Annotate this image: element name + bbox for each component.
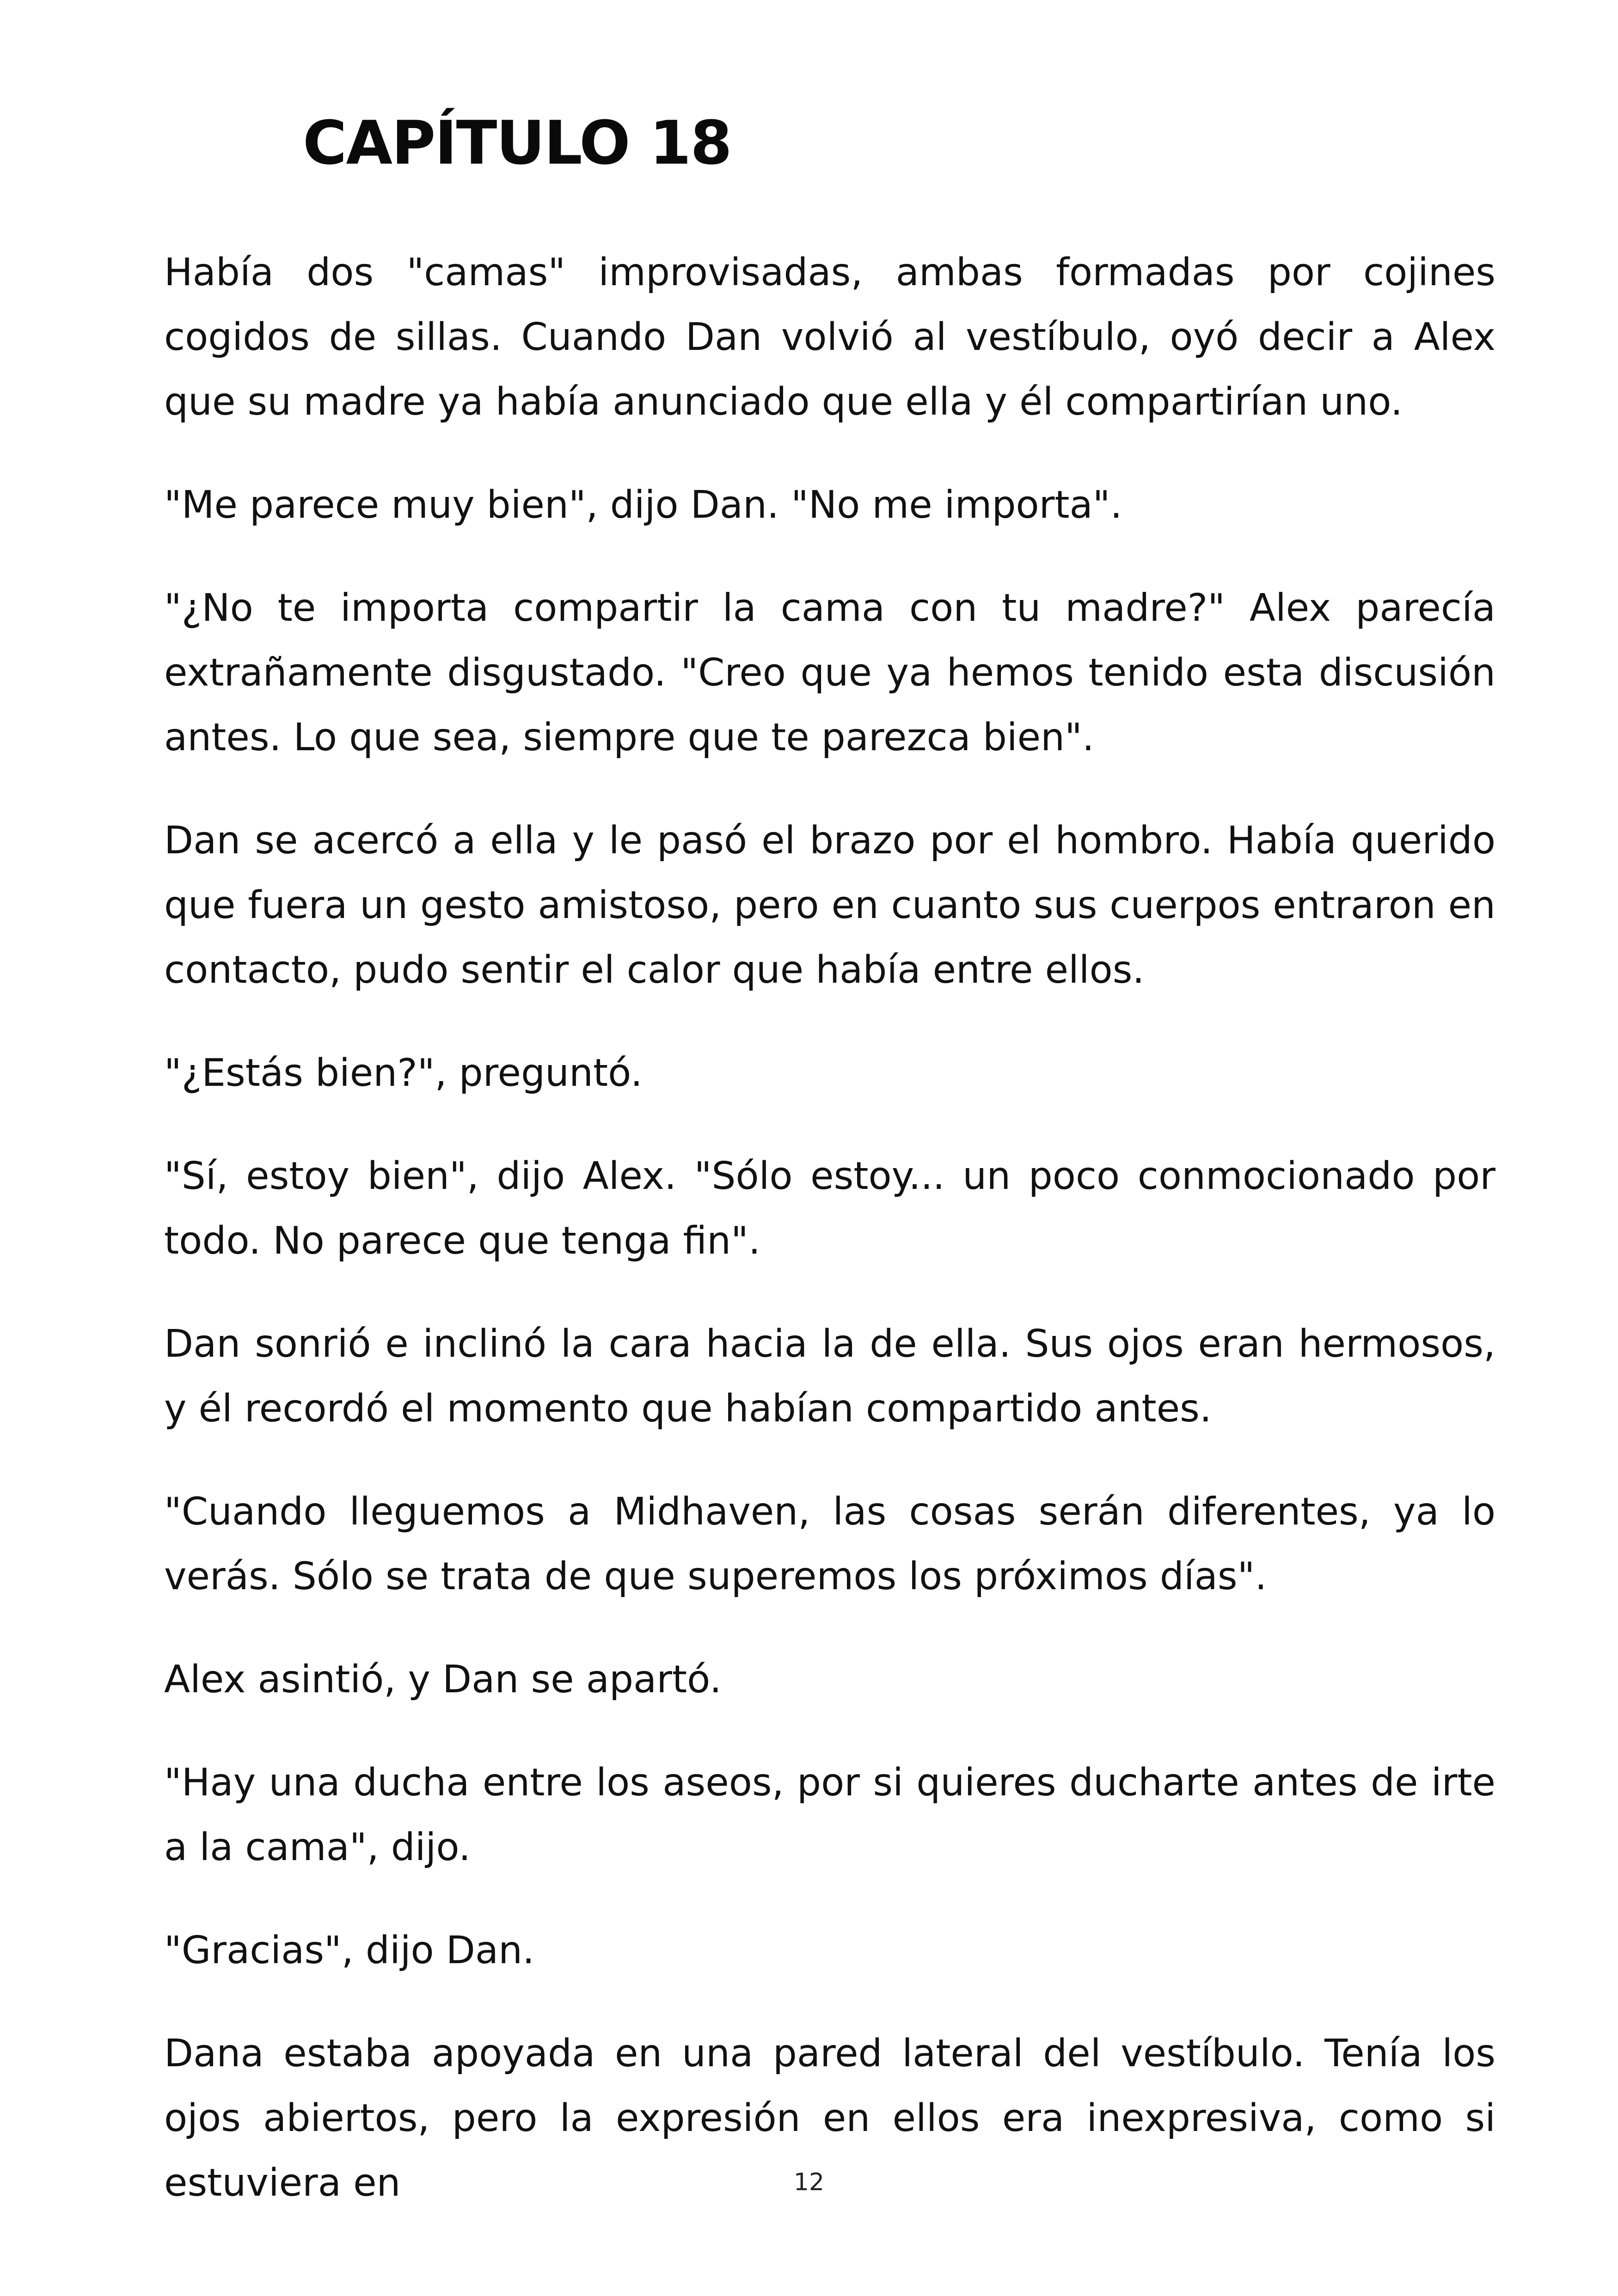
paragraph: Había dos "camas" improvisadas, ambas formadas por cojines cogidos de sillas. Cuando Dan volvió al vestíbulo, oyó decir a Alex que su madre ya había anunciado que ella y él compartirían uno.: [164, 251, 1495, 424]
paragraph: "Gracias", dijo Dan.: [164, 1929, 535, 1972]
paragraph: "¿No te importa compartir la cama con tu madre?" Alex parecía extrañamente disgustado. "Creo que ya hemos tenido esta discusión antes. Lo que sea, siempre que te parezca bien".: [164, 586, 1495, 759]
paragraph: Alex asintió, y Dan se apartó.: [164, 1658, 722, 1702]
paragraph: "Sí, estoy bien", dijo Alex. "Sólo estoy... un poco conmocionado por todo. No parece que tenga fin".: [164, 1154, 1495, 1263]
paragraph: Dana estaba apoyada en una pared lateral del vestíbulo. Tenía los ojos abiertos, pero la expresión en ellos era inexpresiva, como si estuviera en: [164, 2032, 1495, 2205]
chapter-title: CAPÍTULO 18: [303, 108, 731, 178]
paragraph: "Cuando lleguemos a Midhaven, las cosas serán diferentes, ya lo verás. Sólo se trata de que superemos los próximos días".: [164, 1490, 1495, 1598]
paragraph: Dan sonrió e inclinó la cara hacia la de ella. Sus ojos eran hermosos, y él recordó el momento que habían compartido antes.: [164, 1322, 1495, 1431]
paragraph: "Hay una ducha entre los aseos, por si quieres ducharte antes de irte a la cama", dijo.: [164, 1761, 1495, 1869]
body-text: [164, 240, 1495, 2254]
paragraph: "¿Estás bien?", preguntó.: [164, 1051, 643, 1095]
page-number: 12: [793, 2168, 825, 2196]
paragraph: Dan se acercó a ella y le pasó el brazo por el hombro. Había querido que fuera un gesto amistoso, pero en cuanto sus cuerpos entraron en contacto, pudo sentir el calor que había entre ellos.: [164, 819, 1495, 992]
paragraph: "Me parece muy bien", dijo Dan. "No me importa".: [164, 483, 1122, 527]
